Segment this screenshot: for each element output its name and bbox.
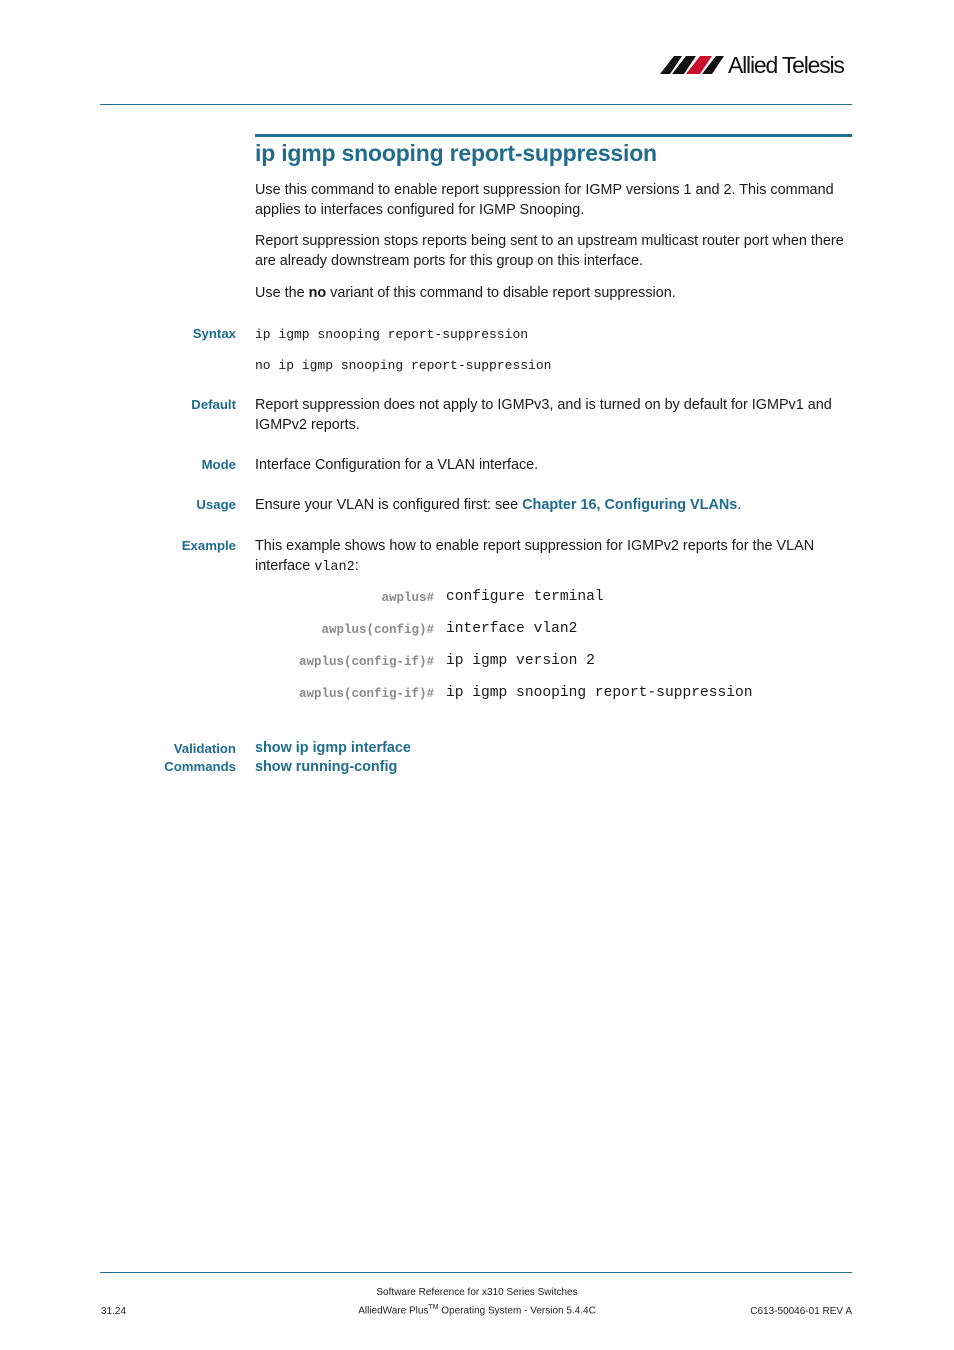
footer-version-after: Operating System - Version 5.4.4C (438, 1305, 596, 1317)
footer-trademark: TM (428, 1304, 439, 1311)
example-command-3: ip igmp version 2 (446, 653, 595, 669)
example-text-after: : (354, 557, 359, 574)
page-title: ip igmp snooping report-suppression (255, 140, 657, 166)
example-prompt-3: awplus(config-if)# (298, 655, 434, 669)
logo-mark-icon (660, 54, 726, 76)
page-number: 31.24 (101, 1306, 127, 1317)
example-label: Example (181, 538, 236, 553)
validation-commands-label (164, 740, 236, 776)
intro-p3-after: variant of this command to disable report suppression. (326, 285, 676, 301)
example-command-4: ip igmp snooping report-suppression (446, 685, 753, 701)
validation-label-line-1: Validation (173, 741, 236, 756)
validation-link-2[interactable]: show running-config (255, 759, 398, 775)
example-prompt-2: awplus(config)# (321, 623, 434, 637)
example-command-1: configure terminal (446, 589, 604, 605)
usage-text (255, 496, 852, 516)
example-text-before: This example shows how to enable report suppression for IGMPv2 reports for the VLAN interface (255, 538, 815, 574)
footer-rule (100, 1272, 852, 1273)
syntax-line-1: ip igmp snooping report-suppression (255, 327, 529, 342)
logo-text: Allied Telesis (728, 52, 844, 78)
default-label: Default (191, 397, 236, 412)
allied-telesis-logo (660, 50, 855, 80)
example-text (255, 537, 852, 577)
intro-p3-before: Use the (255, 285, 309, 301)
footer-title: Software Reference for x310 Series Switches (376, 1287, 578, 1298)
document-id: C613-50046-01 REV A (750, 1306, 852, 1317)
intro-paragraph-2: Report suppression stops reports being sent to an upstream multicast router port when there are already downstream ports for this group on this interface. (255, 233, 844, 269)
syntax-label: Syntax (192, 326, 236, 341)
syntax-line-2: no ip igmp snooping report-suppression (255, 358, 552, 373)
validation-label-line-2: Commands (164, 759, 236, 774)
mode-label: Mode (201, 457, 236, 472)
example-inline-code: vlan2 (314, 559, 355, 575)
usage-label: Usage (196, 497, 236, 512)
intro-paragraph-3 (255, 284, 852, 304)
footer-version-before: AlliedWare Plus (358, 1305, 429, 1317)
example-prompt-1: awplus# (381, 591, 434, 605)
intro-p3-bold: no (308, 285, 327, 301)
intro-paragraph-1: Use this command to enable report suppression for IGMP versions 1 and 2. This command applies to interfaces configured for IGMP Snooping. (255, 182, 834, 218)
header-rule (100, 104, 852, 105)
validation-link-1[interactable]: show ip igmp interface (255, 740, 411, 756)
usage-text-after: . (737, 497, 742, 513)
default-text: Report suppression does not apply to IGMPv3, and is turned on by default for IGMPv1 and IGMPv2 reports. (255, 397, 832, 433)
example-command-2: interface vlan2 (446, 621, 578, 637)
mode-text: Interface Configuration for a VLAN interface. (255, 457, 539, 473)
title-bar (255, 134, 852, 137)
example-prompt-4: awplus(config-if)# (298, 687, 434, 701)
usage-text-before: Ensure your VLAN is configured first: see (255, 497, 523, 513)
chapter-link[interactable]: Chapter 16, Configuring VLANs (522, 497, 738, 513)
